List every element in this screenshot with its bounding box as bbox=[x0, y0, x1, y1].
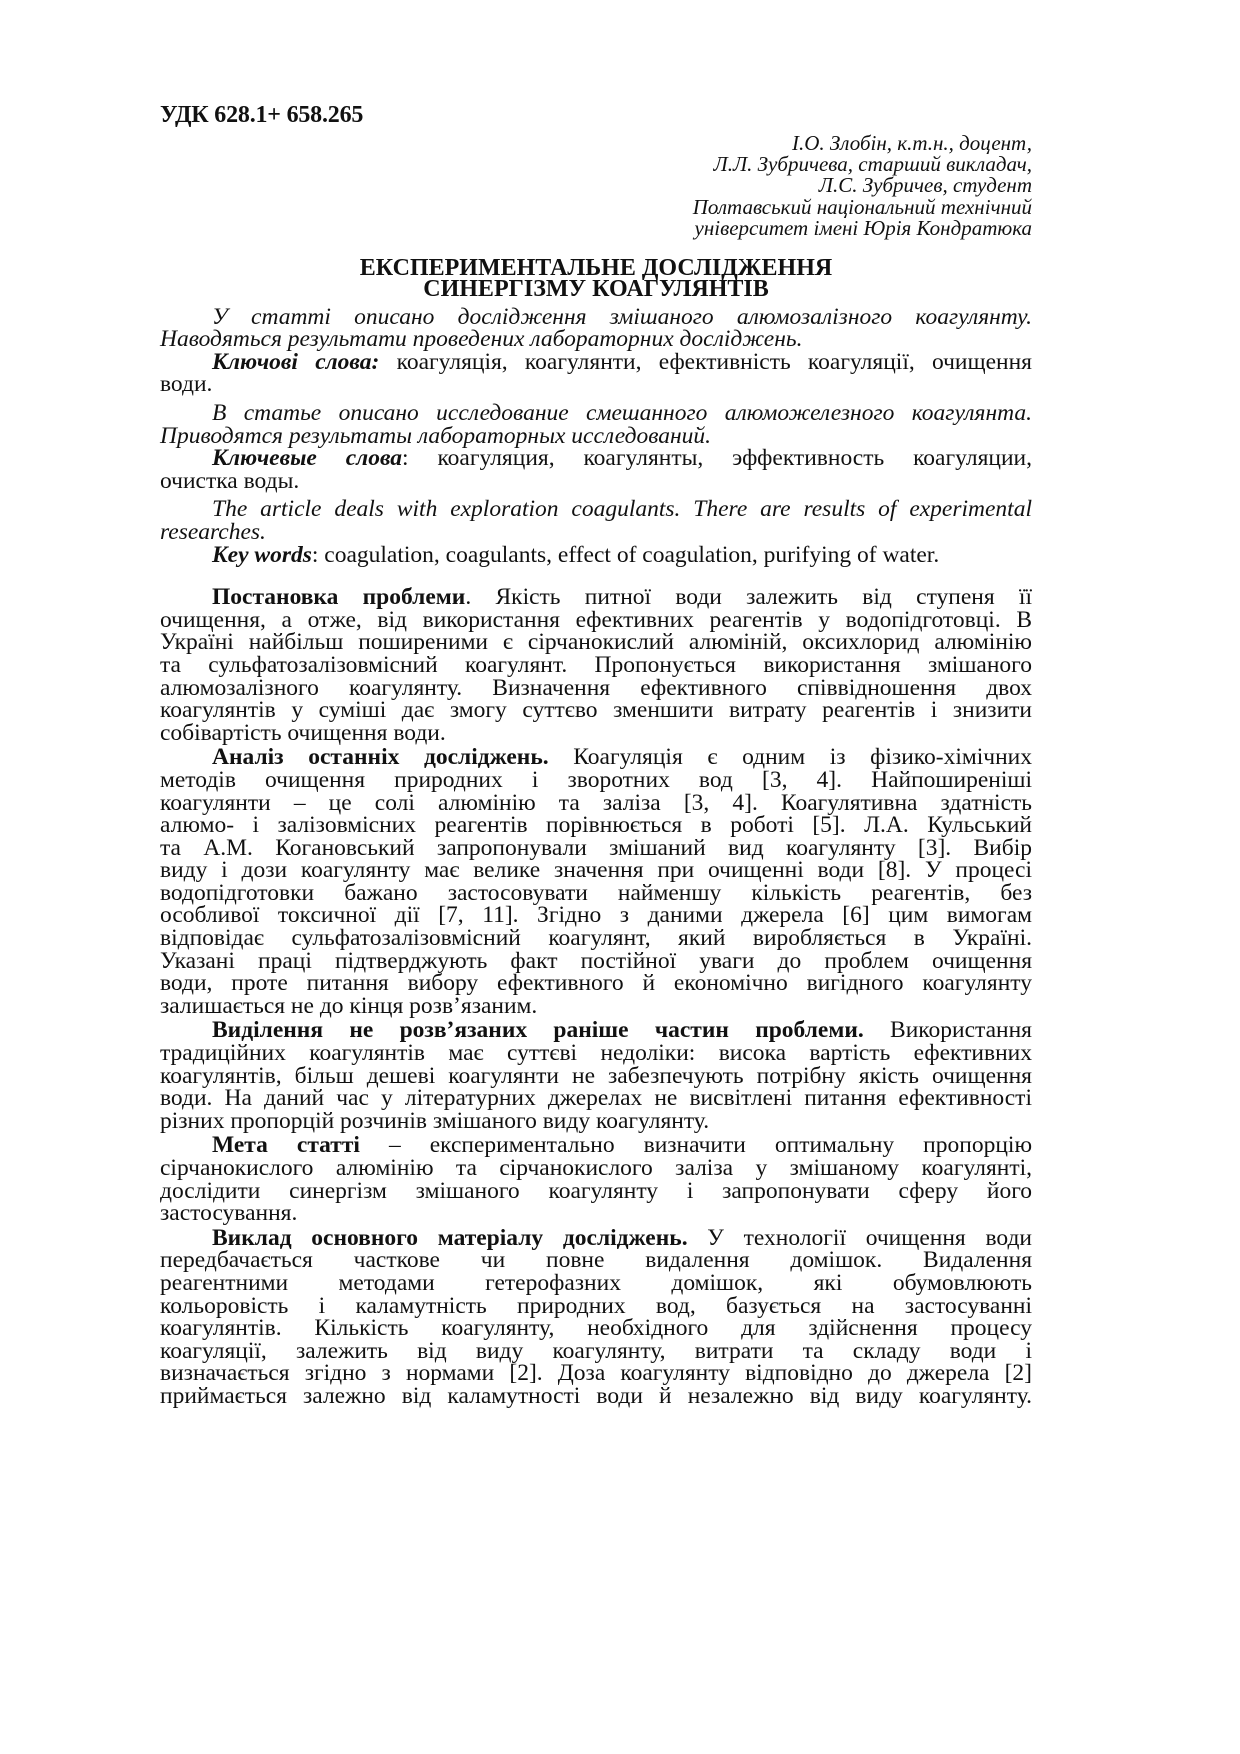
keywords-label: Ключові слова: bbox=[212, 348, 380, 375]
body-line: відповідає сульфатозалізовмісний коагулянт, який виробляється в Україні. bbox=[160, 925, 1032, 952]
abstract-line: researches. bbox=[160, 518, 266, 545]
section-analysis bbox=[160, 746, 1032, 1017]
section-heading: Постановка проблеми bbox=[212, 584, 466, 611]
author-block bbox=[160, 130, 1032, 241]
section-heading: Виклад основного матеріалу досліджень. bbox=[212, 1224, 688, 1251]
udk-code: УДК 628.1+ 658.265 bbox=[160, 102, 364, 128]
body-line: Україні найбільш поширеними є сірчанокислий алюміній, оксихлорид алюмінію bbox=[160, 629, 1032, 656]
abstract-line: Приводятся результаты лабораторных исследований. bbox=[160, 422, 712, 449]
author-line: І.О. Злобін, к.т.н., доцент, bbox=[792, 130, 1032, 155]
body-line: приймається залежно від каламутності води й незалежно від виду коагулянту. bbox=[160, 1382, 1032, 1409]
body-line: Аналіз останніх досліджень. Коагуляція є одним із фізико-хімічних bbox=[212, 744, 1032, 771]
body-line: залишається не до кінця розв’язаним. bbox=[160, 992, 538, 1019]
abstract-line: The article deals with exploration coagulants. There are results of experimental bbox=[212, 496, 1032, 523]
body-line: алюмо- і залізовмісних реагентів порівнюється в роботі [5]. Л.А. Кульський bbox=[160, 812, 1032, 839]
body-line: води, проте питання вибору ефективного й економічно вигідного коагулянту bbox=[160, 970, 1032, 997]
body-line: особливої токсичної дії [7, 11]. Згідно з даними джерела [6] цим вимогам bbox=[160, 902, 1032, 929]
author-line: Л.С. Зубричев, студент bbox=[818, 173, 1032, 198]
body-line: води. На даний час у літературних джерелах не висвітлені питання ефективності bbox=[160, 1085, 1032, 1112]
abstract-ru bbox=[160, 402, 1032, 492]
keywords-text: коагуляція, коагулянти, ефективність коагуляції, очищення bbox=[379, 348, 1032, 375]
affiliation-line: університет імені Юрія Кондратюка bbox=[694, 216, 1032, 241]
spacer bbox=[160, 566, 1032, 586]
section-heading: Мета статті bbox=[212, 1132, 360, 1159]
title-line: СИНЕРГІЗМУ КОАГУЛЯНТІВ bbox=[423, 275, 769, 302]
title-line: ЕКСПЕРИМЕНТАЛЬНЕ ДОСЛІДЖЕННЯ bbox=[359, 254, 833, 281]
keywords-text: : coagulation, coagulants, effect of coagulation, purifying of water. bbox=[311, 541, 940, 568]
body-line: різних пропорцій розчинів змішаного виду коагулянту. bbox=[160, 1107, 710, 1134]
body-line: алюмозалізного коагулянту. Визначення ефективного співвідношення двох bbox=[160, 674, 1032, 701]
body-line: Виклад основного матеріалу досліджень. У технології очищення води bbox=[212, 1224, 1032, 1251]
body-line: дослідити синергізм змішаного коагулянту і запропонувати сферу його bbox=[160, 1177, 1032, 1204]
keywords-label: Key words bbox=[212, 541, 312, 568]
keywords-line: очистка воды. bbox=[160, 467, 300, 494]
keywords-text: : коагуляция, коагулянты, эффективность коагуляции, bbox=[402, 445, 1032, 472]
body-line: собівартість очищення води. bbox=[160, 719, 446, 746]
body-line: коагуляції, залежить від виду коагулянту, витрати та складу води і bbox=[160, 1337, 1032, 1364]
body-line: коагулянтів у суміші дає змогу суттєво зменшити витрату реагентів і знизити bbox=[160, 697, 1032, 724]
body-line: коагулянти – це солі алюмінію та заліза [3, 4]. Коагулятивна здатність bbox=[160, 789, 1032, 816]
section-heading: Виділення не розв’язаних раніше частин проблеми. bbox=[212, 1017, 864, 1044]
body-line: коагулянтів, більш дешеві коагулянти не забезпечують потрібну якість очищення bbox=[160, 1062, 1032, 1089]
body-line: сірчанокислого алюмінію та сірчанокислого заліза у змішаному коагулянті, bbox=[160, 1155, 1032, 1181]
section-goal bbox=[160, 1132, 1032, 1227]
keywords-line bbox=[160, 541, 1032, 568]
body-line: традиційних коагулянтів має суттєві недоліки: висока вартість ефективних bbox=[160, 1040, 1032, 1067]
article-title bbox=[160, 254, 1032, 302]
body-line: застосування. bbox=[160, 1200, 298, 1227]
body-line: реагентними методами гетерофазних домішок, які обумовлюють bbox=[160, 1269, 1032, 1296]
body-line: Мета статті – експериментально визначити оптимальну пропорцію bbox=[212, 1132, 1032, 1159]
affiliation-line: Полтавський національний технічний bbox=[692, 194, 1032, 219]
body-line: очищення, а отже, від використання ефективних реагентів у водопідготовці. В bbox=[160, 606, 1032, 633]
keywords-line bbox=[160, 447, 1032, 470]
abstract-line: Наводяться результати проведених лабораторних досліджень. bbox=[160, 326, 803, 353]
section-heading: Аналіз останніх досліджень. bbox=[212, 744, 549, 771]
body-line: та сульфатозалізовмісний коагулянт. Пропонується використання змішаного bbox=[160, 651, 1032, 678]
abstract-en bbox=[160, 498, 1032, 566]
keywords-label: Ключевые слова bbox=[212, 445, 403, 472]
body-line: Постановка проблеми. Якість питної води залежить від ступеня її bbox=[212, 584, 1032, 611]
author-line: Л.Л. Зубричева, старший викладач, bbox=[713, 152, 1032, 176]
document-page bbox=[160, 100, 1032, 1408]
body-line: визначається згідно з нормами [2]. Доза коагулянту відповідно до джерела [2] bbox=[160, 1360, 1032, 1387]
section-main-material bbox=[160, 1224, 1032, 1409]
abstract-uk bbox=[160, 303, 1032, 398]
abstract-line: В статье описано исследование смешанного алюможелезного коагулянта. bbox=[212, 400, 1032, 426]
body-line: передбачається часткове чи повне видалення домішок. Видалення bbox=[160, 1247, 1032, 1274]
body-line: Виділення не розв’язаних раніше частин проблеми. Використання bbox=[212, 1017, 1032, 1044]
keywords-line: води. bbox=[160, 371, 213, 398]
section-problem bbox=[160, 586, 1032, 744]
body-line: методів очищення природних і зворотних вод [3, 4]. Найпоширеніші bbox=[160, 766, 1032, 793]
body-line: та А.М. Когановський запропонували змішаний вид коагулянту [3]. Вибір bbox=[160, 834, 1032, 861]
keywords-line bbox=[160, 348, 1032, 375]
body-line: коагулянтів. Кількість коагулянту, необхідного для здійснення процесу bbox=[160, 1315, 1032, 1342]
body-line: виду і дози коагулянту має велике значення при очищенні води [8]. У процесі bbox=[160, 857, 1032, 884]
abstract-line: У статті описано дослідження змішаного алюмозалізного коагулянту. bbox=[212, 303, 1032, 330]
body-line: кольоровість і каламутність природних вод, базується на застосуванні bbox=[160, 1292, 1032, 1319]
body-line: Указані праці підтверджують факт постійної уваги до проблем очищення bbox=[160, 947, 1032, 974]
body-line: водопідготовки бажано застосовувати найменшу кількість реагентів, без bbox=[160, 879, 1032, 906]
section-unsolved bbox=[160, 1019, 1032, 1132]
